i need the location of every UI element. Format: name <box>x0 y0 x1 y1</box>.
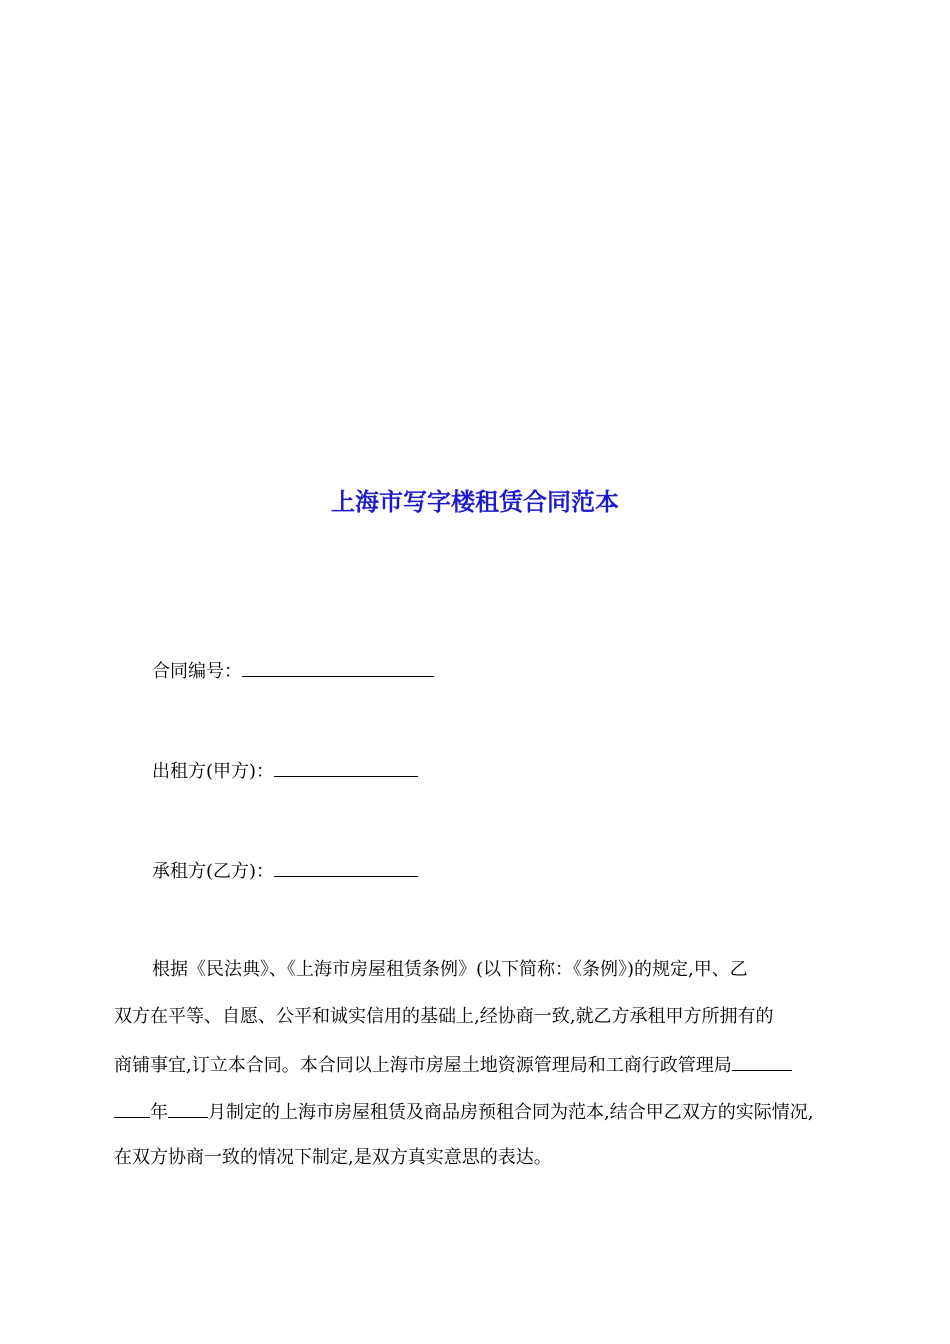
lessee-label: 承租方(乙方)： <box>152 861 275 882</box>
paragraph-line <box>114 1097 813 1127</box>
paragraph-text: 商铺事宜,订立本合同。本合同以上海市房屋土地资源管理局和工商行政管理局 <box>114 1055 732 1076</box>
year-label: 年 <box>150 1102 168 1123</box>
lessee-field <box>152 856 418 886</box>
document-title: 上海市写字楼租赁合同范本 <box>331 487 619 516</box>
lessor-blank[interactable] <box>274 756 418 777</box>
lessor-label: 出租方(甲方)： <box>152 761 275 782</box>
paragraph-line: 根据《民法典》、《上海市房屋租赁条例》(以下简称：《条例》)的规定,甲、乙 <box>152 959 748 980</box>
paragraph-line: 双方在平等、自愿、公平和诚实信用的基础上,经协商一致,就乙方承租甲方所拥有的 <box>114 1006 774 1027</box>
paragraph-text: 月制定的上海市房屋租赁及商品房预租合同为范本,结合甲乙双方的实际情况, <box>208 1102 814 1123</box>
paragraph-line: 在双方协商一致的情况下制定,是双方真实意思的表达。 <box>114 1147 552 1168</box>
month-blank[interactable] <box>168 1097 208 1118</box>
contract-number-blank[interactable] <box>242 656 434 677</box>
date-blank[interactable] <box>732 1050 792 1071</box>
lessee-blank[interactable] <box>274 856 418 877</box>
lessor-field <box>152 756 418 786</box>
year-blank[interactable] <box>114 1097 150 1118</box>
contract-number-field <box>152 656 434 686</box>
paragraph-line <box>114 1050 792 1080</box>
contract-number-label: 合同编号： <box>152 661 242 682</box>
